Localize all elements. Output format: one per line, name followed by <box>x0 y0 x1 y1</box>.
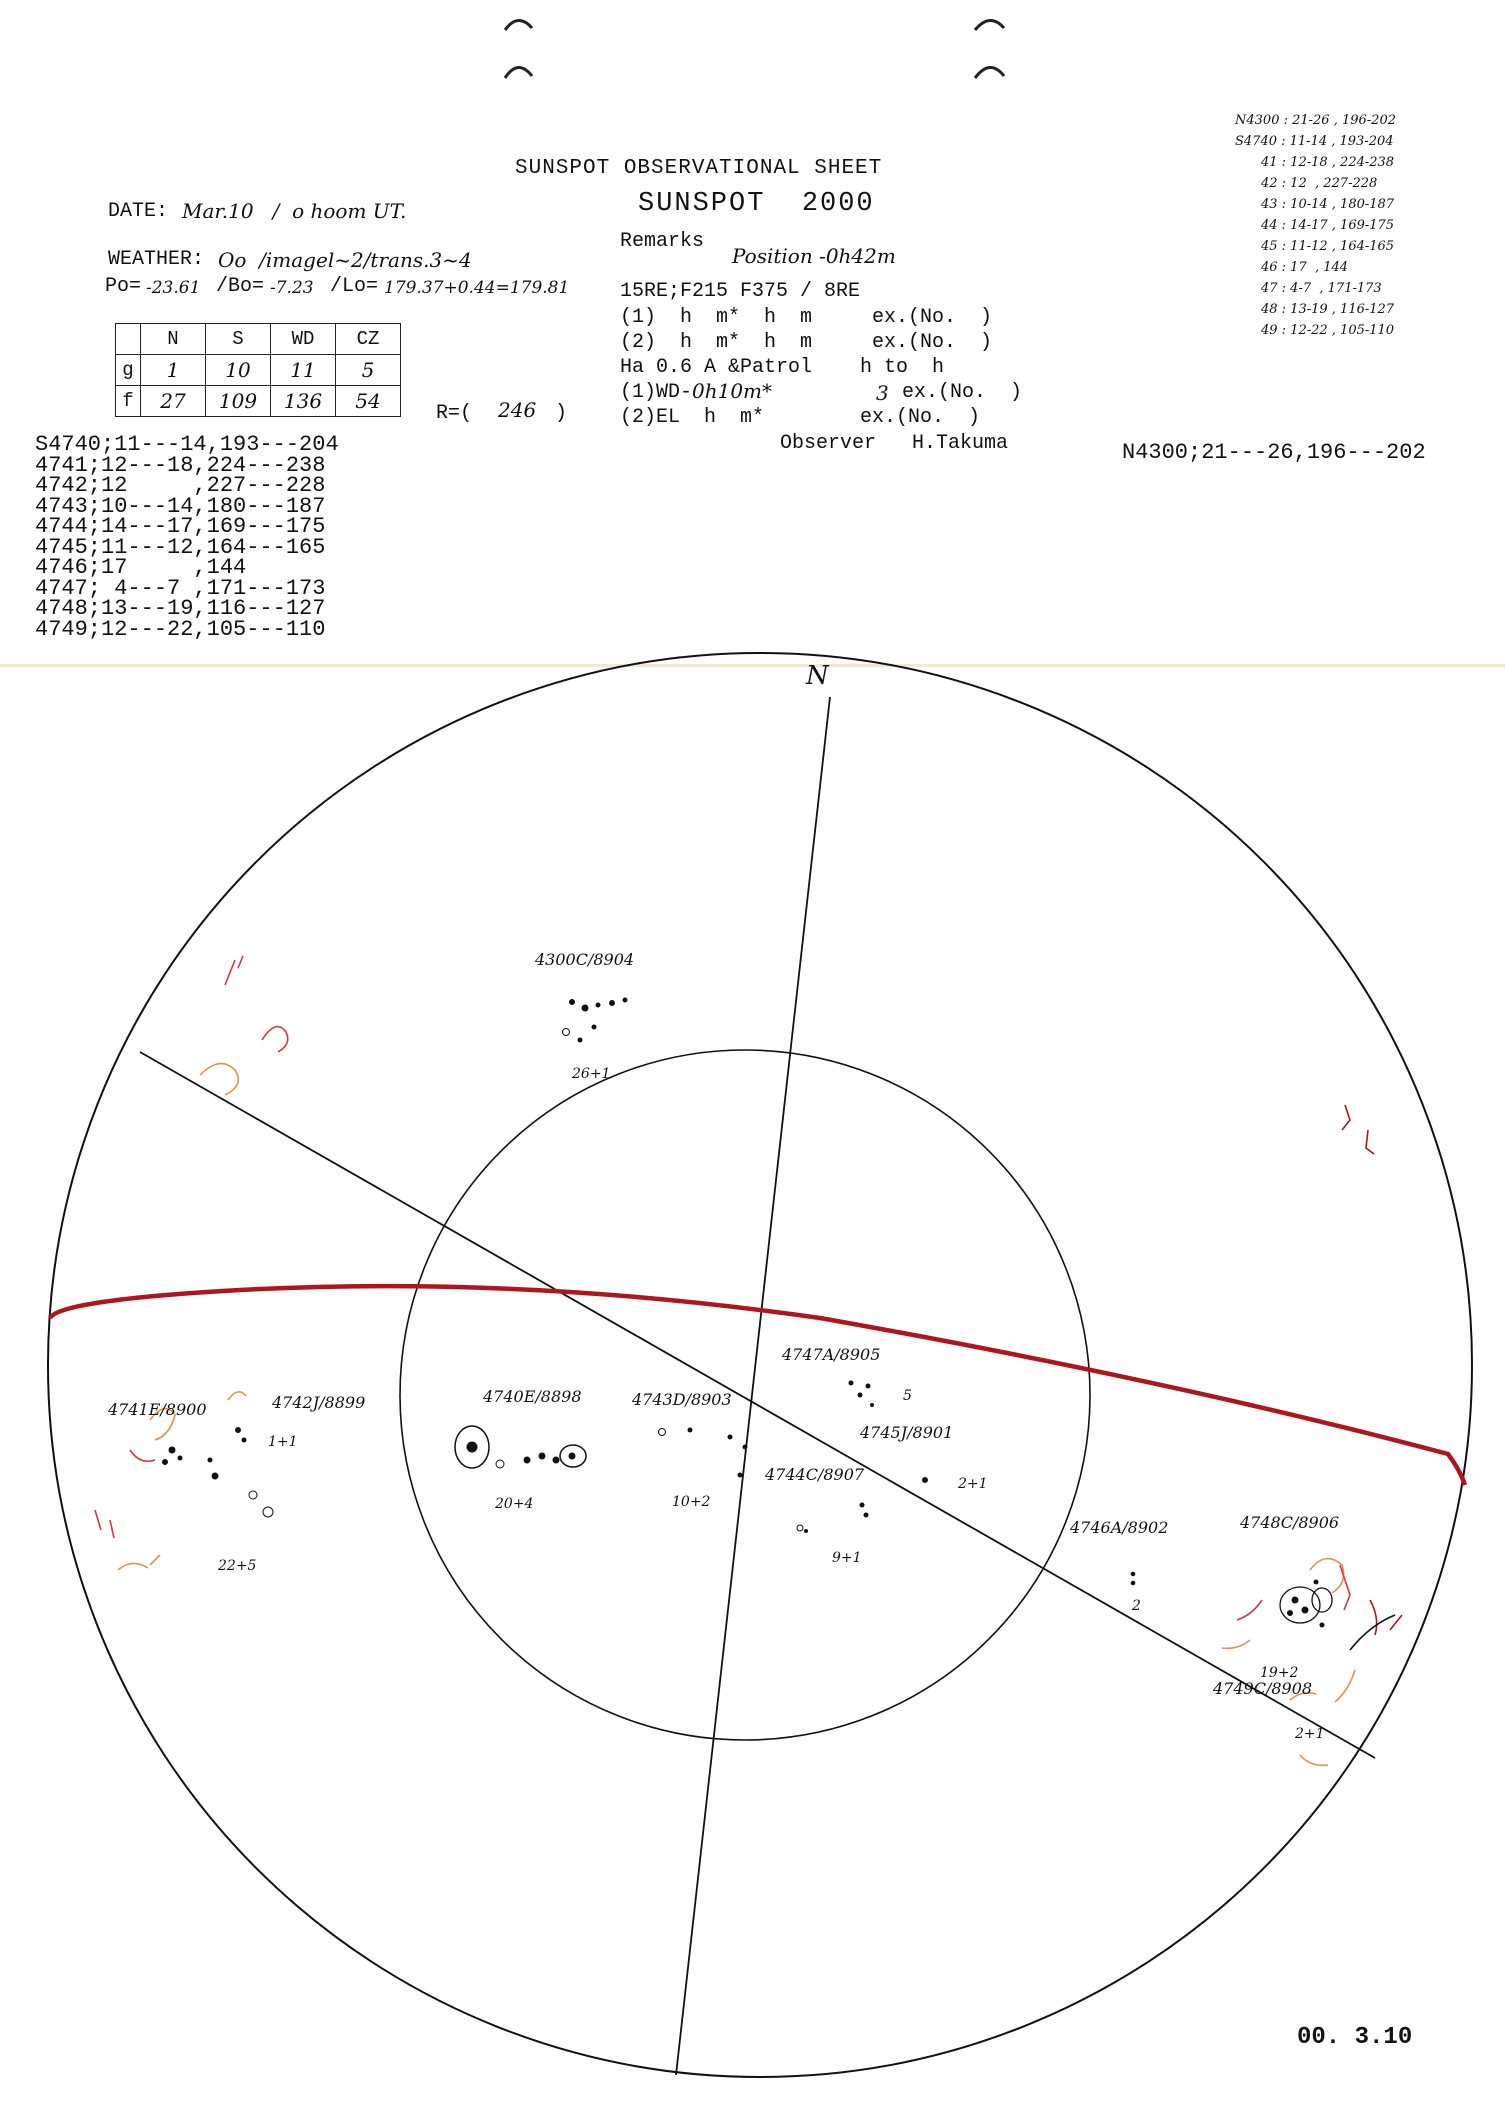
region-list-item: 4741;12---18,224---238 <box>35 452 326 478</box>
spot-group <box>563 998 628 1042</box>
spot-group <box>163 1447 274 1517</box>
region-label: 4743D/8903 <box>632 1390 732 1409</box>
date-stamp: 00. 3.10 <box>1297 2024 1413 2051</box>
region-label: 4740E/8898 <box>483 1387 582 1406</box>
region-count: 2 <box>1132 1598 1141 1614</box>
note-line: 45 : 11-12 , 164-165 <box>1261 239 1395 254</box>
note-line: 44 : 14-17 , 169-175 <box>1261 218 1395 233</box>
observer: Observer H.Takuma <box>780 432 1009 455</box>
note-line: 48 : 13-19 , 116-127 <box>1261 302 1395 317</box>
region-count: 9+1 <box>832 1550 862 1566</box>
remarks-line-4-suffix: ex.(No. ) <box>902 381 1023 404</box>
region-label: 4741E/8900 <box>108 1400 207 1419</box>
region-count: 5 <box>903 1388 912 1404</box>
remarks-line-5: (2)EL h m* ex.(No. ) <box>620 406 981 429</box>
weather-label: WEATHER: <box>108 248 205 271</box>
note-line: 42 : 12 , 227-228 <box>1261 176 1378 191</box>
spot-group <box>849 1381 874 1407</box>
region-count: 20+4 <box>495 1496 534 1512</box>
region-count: 26+1 <box>572 1066 611 1082</box>
note-line: N4300 : 21-26 , 196-202 <box>1235 113 1396 128</box>
column-header: S <box>206 324 271 355</box>
table-cell: 5 <box>336 355 401 386</box>
r-label: R=( <box>436 402 473 425</box>
row-label: g <box>116 355 141 386</box>
bo-label: /Bo= <box>216 275 265 298</box>
solar-limb <box>48 653 1472 2077</box>
region-label: 4749C/8908 <box>1213 1679 1313 1698</box>
column-header: N <box>141 324 206 355</box>
region-list-item: 4742;12 ,227---228 <box>35 473 326 498</box>
remarks-line-4-hand: 0h10m* <box>692 379 773 403</box>
date-label: DATE: <box>108 200 169 223</box>
column-header: CZ <box>336 324 401 355</box>
position-note: Position -0h42m <box>732 244 896 268</box>
r-value: 246 <box>498 398 537 422</box>
spot-group <box>1131 1572 1135 1585</box>
row-label: f <box>116 386 141 417</box>
region-list-item: 4748;13---19,116---127 <box>35 596 326 621</box>
note-line: 43 : 10-14 , 180-187 <box>1261 197 1395 212</box>
region-label: 4745J/8901 <box>860 1423 954 1442</box>
region-label: 4747A/8905 <box>782 1345 881 1364</box>
region-count: 19+2 <box>1260 1665 1299 1681</box>
date-value: Mar.10 / o hoom UT. <box>182 199 407 223</box>
region-label: 4748C/8906 <box>1240 1513 1340 1532</box>
sheet-title: SUNSPOT OBSERVATIONAL SHEET <box>515 157 883 180</box>
remarks-line-4-mid: 3 <box>876 381 889 405</box>
spot-group <box>1280 1580 1332 1627</box>
spot-group <box>236 1428 247 1443</box>
equator-curve <box>50 1286 1465 1485</box>
region-label: 4746A/8902 <box>1070 1518 1169 1537</box>
table-cell: 27 <box>141 386 206 417</box>
remarks-line-3: Ha 0.6 A &Patrol h to h <box>620 356 945 379</box>
region-list-item: 4745;11---12,164---165 <box>35 534 326 560</box>
region-list-item: 4746;17 ,144 <box>35 555 247 580</box>
table-cell: 10 <box>206 355 271 386</box>
region-count: 2+1 <box>1295 1726 1325 1742</box>
remarks-line-4-prefix: (1)WD- <box>620 381 693 404</box>
po-label: Po= <box>105 275 142 298</box>
region-list-item: 4749;12---22,105---110 <box>35 616 326 642</box>
region-list-item: S4740;11---14,193---204 <box>35 432 339 457</box>
north-region-list: N4300;21---26,196---202 <box>1122 440 1426 465</box>
table-cell: 1 <box>141 355 206 386</box>
note-line: 49 : 12-22 , 105-110 <box>1261 323 1395 338</box>
lo-label: /Lo= <box>330 275 379 298</box>
remarks-line-2: (2) h m* h m ex.(No. ) <box>620 331 993 354</box>
region-label: 4744C/8907 <box>765 1465 865 1484</box>
region-list-item: 4743;10---14,180---187 <box>35 493 326 519</box>
region-count: 10+2 <box>672 1494 711 1510</box>
remarks-filter: 15RE;F215 F375 / 8RE <box>620 280 861 303</box>
sheet-subtitle: SUNSPOT 2000 <box>638 189 875 219</box>
table-cell: 11 <box>271 355 336 386</box>
remarks-line-1: (1) h m* h m ex.(No. ) <box>620 306 993 329</box>
spot-group <box>455 1426 586 1468</box>
r-close: ) <box>555 402 568 425</box>
region-labels <box>107 950 1339 1742</box>
region-count: 22+5 <box>218 1558 257 1574</box>
penumbra-sketch-marks <box>95 956 1402 1765</box>
note-line: 47 : 4-7 , 171-173 <box>1261 281 1382 296</box>
lo-value: 179.37+0.44=179.81 <box>384 278 570 298</box>
spot-group <box>923 1478 928 1483</box>
table-cell: 109 <box>206 386 271 417</box>
spot-group <box>659 1428 748 1477</box>
region-label: 4300C/8904 <box>535 950 635 969</box>
north-mark: N <box>806 661 829 691</box>
column-header: WD <box>271 324 336 355</box>
remarks-label: Remarks <box>620 230 705 253</box>
axis-line <box>676 697 830 2075</box>
region-count: 2+1 <box>958 1476 988 1492</box>
bo-value: -7.23 <box>270 278 314 298</box>
spot-group <box>797 1503 868 1533</box>
po-value: -23.61 <box>146 278 201 298</box>
region-list-item: 4747; 4---7 ,171---173 <box>35 575 326 601</box>
region-count: 1+1 <box>268 1434 298 1450</box>
table-cell: 54 <box>336 386 401 417</box>
table-cell: 136 <box>271 386 336 417</box>
weather-value: Oo /imagel~2/trans.3~4 <box>218 248 472 272</box>
note-line: S4740 : 11-14 , 193-204 <box>1235 134 1394 149</box>
note-line: 46 : 17 , 144 <box>1261 260 1349 275</box>
region-list-item: 4744;14---17,169---175 <box>35 514 326 539</box>
note-line: 41 : 12-18 , 224-238 <box>1261 155 1395 170</box>
region-label: 4742J/8899 <box>272 1393 366 1412</box>
